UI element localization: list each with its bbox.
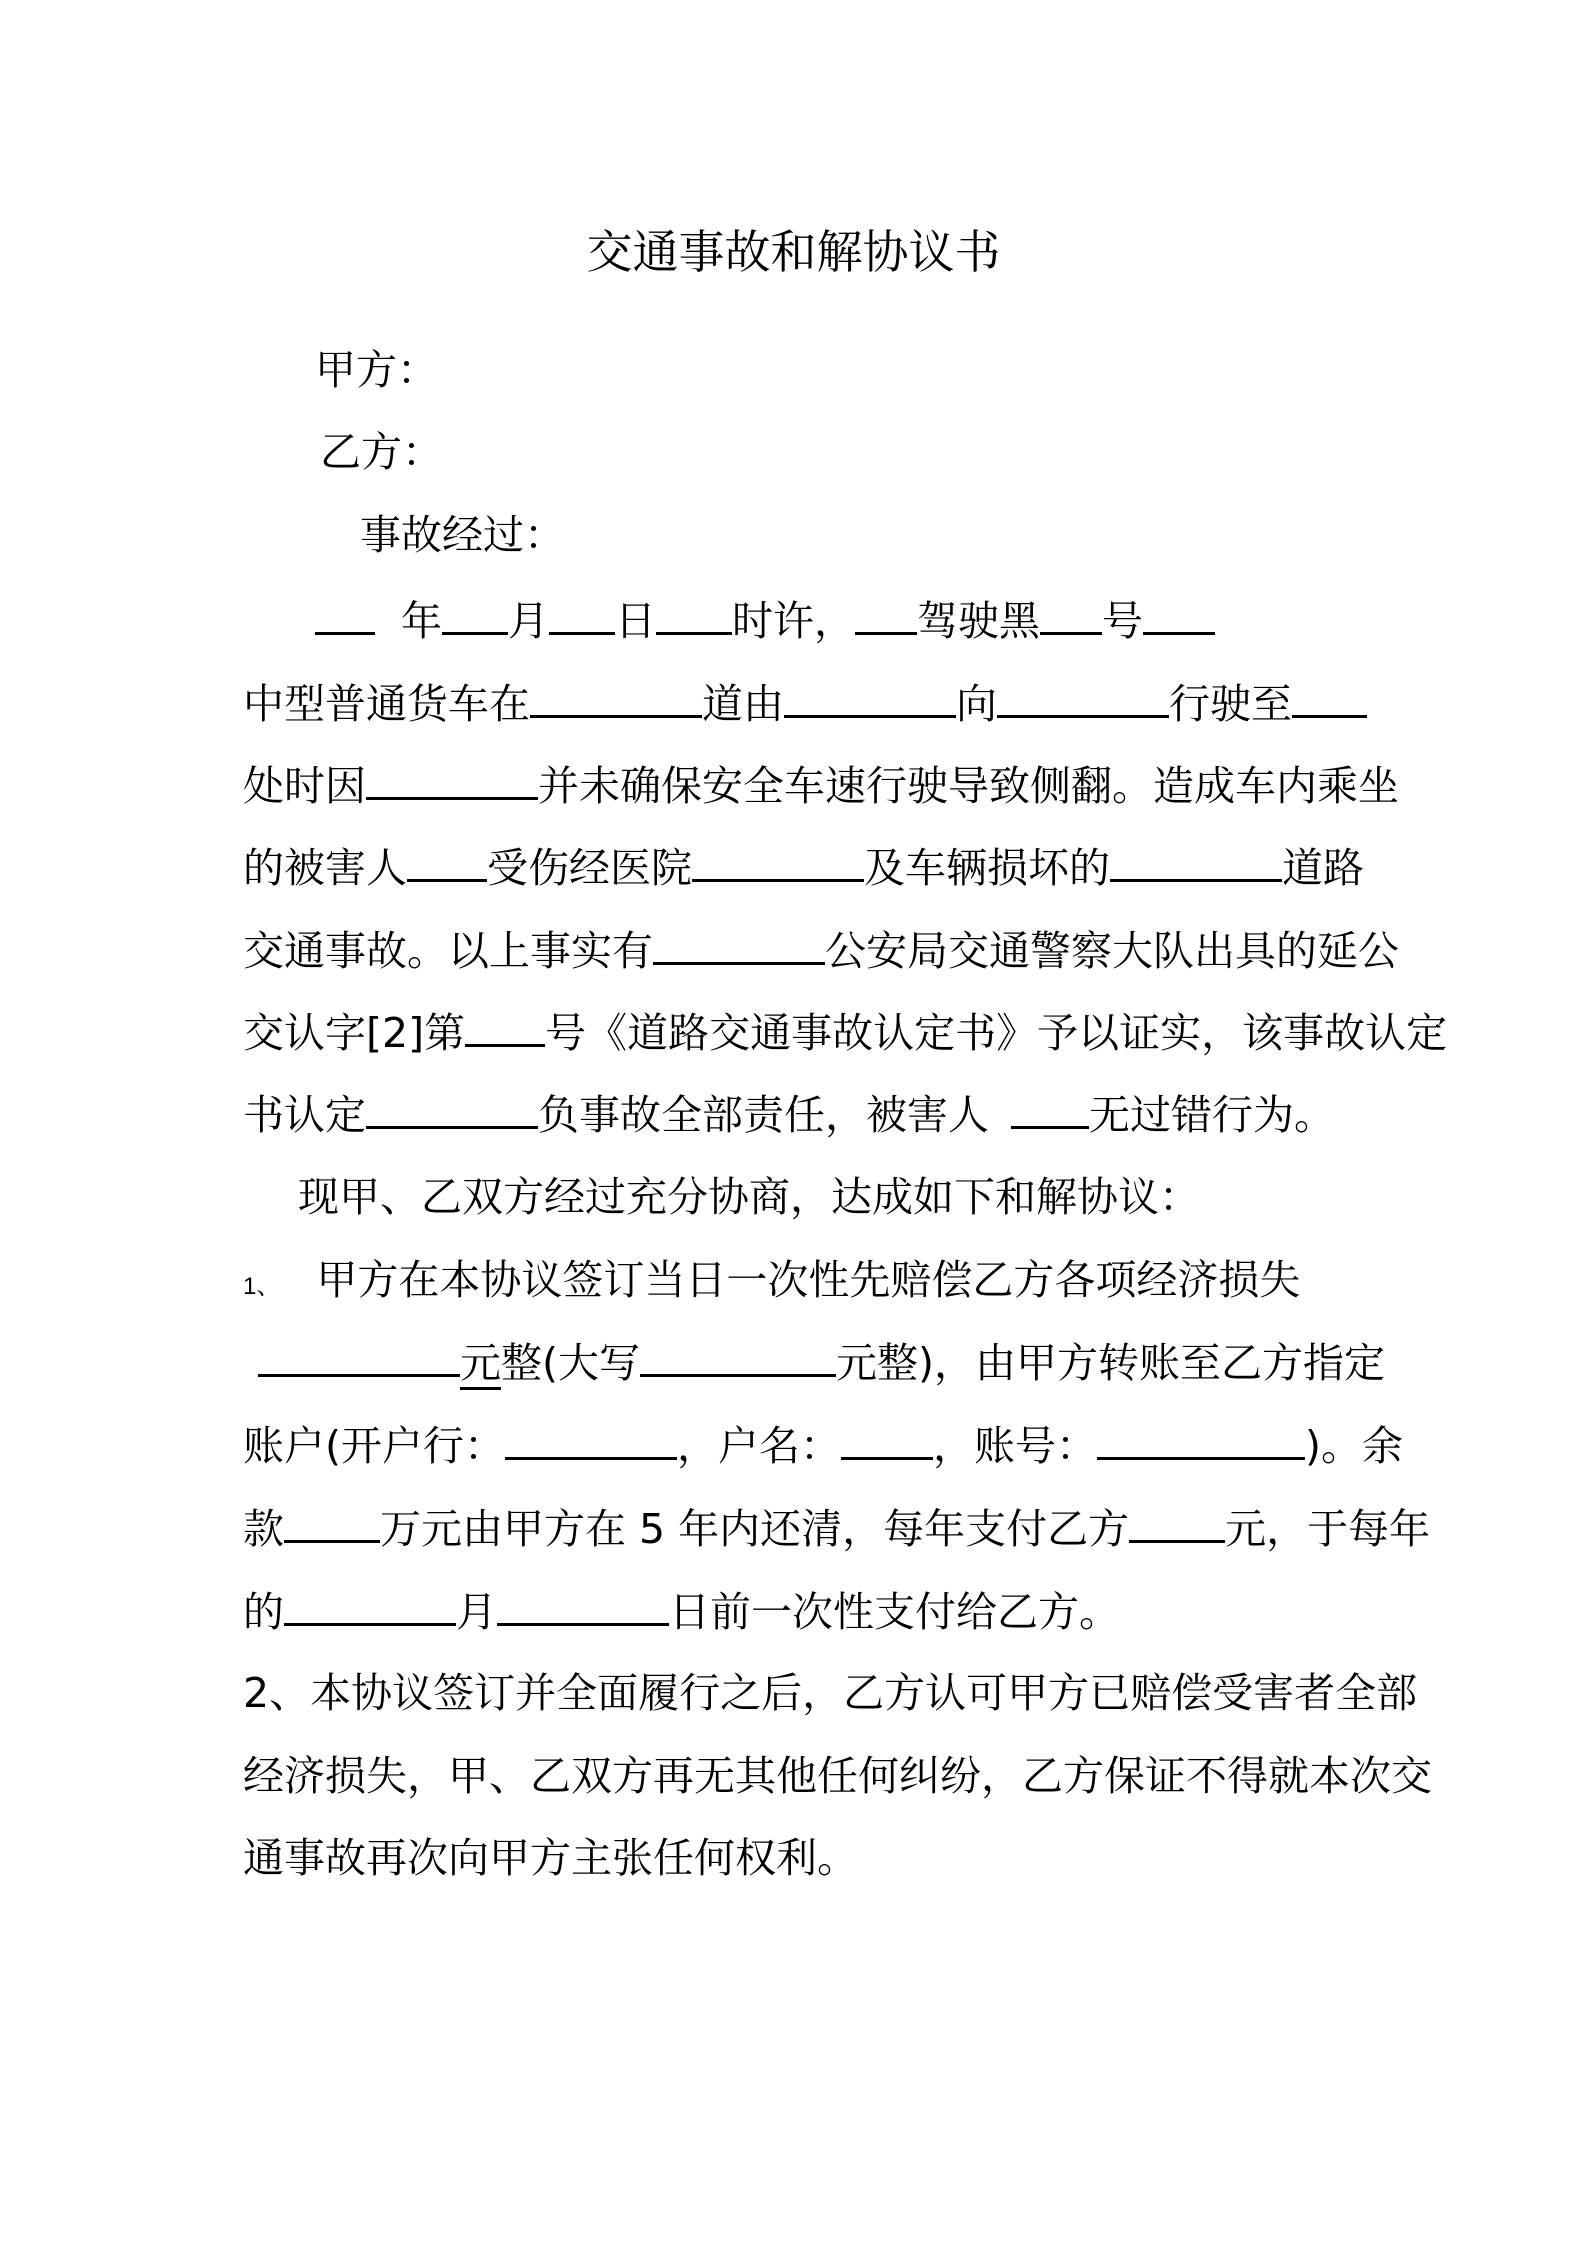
text-remainder: )。余 <box>1305 1422 1403 1470</box>
blank-diagnosis[interactable] <box>692 839 864 882</box>
text-transfer: 元整)，由甲方转账至乙方指定 <box>836 1339 1385 1387</box>
agreement-intro: 现甲、乙双方经过充分协商，达成如下和解协议： <box>298 1173 1200 1221</box>
text-road-from: 道由 <box>702 680 784 728</box>
text-de: 的 <box>243 1588 284 1636</box>
text-determined: 书认定 <box>243 1091 366 1139</box>
blank-police[interactable] <box>653 922 825 965</box>
text-month: 月 <box>508 597 549 645</box>
document-title: 交通事故和解协议书 <box>586 225 1001 279</box>
text-vehicle: 中型普通货车在 <box>243 680 530 728</box>
text-no-fault: 无过错行为。 <box>1089 1091 1335 1139</box>
text-certificate-no: 交认字[2]第 <box>243 1009 466 1057</box>
text-day: 日 <box>615 597 656 645</box>
item1-line-3 <box>243 1417 1403 1474</box>
blank-from[interactable] <box>784 675 956 718</box>
text-injured: 受伤经医院 <box>487 844 692 892</box>
blank-after-number[interactable] <box>1143 592 1215 635</box>
text-drive-to: 行驶至 <box>1169 680 1292 728</box>
text-each-year: 元，于每年 <box>1225 1505 1431 1553</box>
text-hour: 时许， <box>732 597 855 645</box>
blank-victim-2[interactable] <box>1011 1086 1089 1129</box>
text-pay-day: 日前一次性支付给乙方。 <box>669 1588 1120 1636</box>
blank-account-number[interactable] <box>1097 1417 1305 1460</box>
text-account-name: ，户名： <box>677 1422 841 1470</box>
text-kuan: 款 <box>243 1505 284 1553</box>
text-bank: 账户(开户行： <box>243 1422 505 1470</box>
blank-amount-capital[interactable] <box>640 1334 836 1377</box>
text-yuan: 元 <box>460 1339 501 1390</box>
blank-certificate-no[interactable] <box>465 1004 545 1047</box>
blank-driver[interactable] <box>855 592 917 635</box>
blank-damage[interactable] <box>1110 839 1282 882</box>
blank-annual[interactable] <box>1129 1500 1225 1543</box>
blank-day[interactable] <box>549 592 615 635</box>
text-drive: 驾驶黑 <box>917 597 1040 645</box>
text-police-bureau: 公安局交通警察大队出具的延公 <box>825 927 1399 975</box>
blank-location[interactable] <box>1292 675 1367 718</box>
item1-line-1 <box>243 1252 1300 1315</box>
blank-pay-day[interactable] <box>497 1583 669 1626</box>
text-pay-month: 月 <box>456 1588 497 1636</box>
party-b-label: 乙方： <box>320 428 443 476</box>
blank-hour[interactable] <box>656 592 732 635</box>
text-capital: 整(大写 <box>501 1339 640 1387</box>
text-cause: 处时因 <box>243 762 366 810</box>
text-toward: 向 <box>956 680 997 728</box>
text-road: 道路 <box>1282 844 1364 892</box>
blank-to[interactable] <box>997 675 1169 718</box>
item2-line-1: 2、本协议签订并全面履行之后，乙方认可甲方已赔偿受害者全部 <box>243 1669 1418 1717</box>
text-year: 年 <box>401 597 442 645</box>
accident-line-5 <box>243 922 1399 979</box>
text-damage: 及车辆损坏的 <box>864 844 1110 892</box>
blank-road[interactable] <box>530 675 702 718</box>
item2-line-3: 通事故再次向甲方主张任何权利。 <box>243 1834 858 1882</box>
blank-victim[interactable] <box>407 839 487 882</box>
text-number: 号 <box>1102 597 1143 645</box>
blank-bank[interactable] <box>505 1417 677 1460</box>
text-facts: 交通事故。以上事实有 <box>243 927 653 975</box>
blank-pay-month[interactable] <box>284 1583 456 1626</box>
text-rollover: 并未确保安全车速行驶导致侧翻。造成车内乘坐 <box>538 762 1399 810</box>
text-certificate: 号《道路交通事故认定书》予以证实，该事故认定 <box>545 1009 1448 1057</box>
item1-number: 1、 <box>243 1273 281 1300</box>
blank-account-name[interactable] <box>841 1417 933 1460</box>
accident-line-4 <box>243 839 1364 896</box>
item2-line-2: 经济损失，甲、乙双方再无其他任何纠纷，乙方保证不得就本次交 <box>243 1752 1432 1800</box>
blank-liable-party[interactable] <box>366 1086 538 1129</box>
accident-line-7 <box>243 1086 1335 1143</box>
party-a-label: 甲方： <box>315 346 438 394</box>
item1-text-1: 甲方在本协议签订当日一次性先赔偿乙方各项经济损失 <box>316 1256 1301 1304</box>
blank-amount[interactable] <box>258 1334 460 1377</box>
accident-heading: 事故经过： <box>360 511 565 559</box>
item1-line-5 <box>243 1583 1120 1640</box>
accident-line-1 <box>315 592 1215 649</box>
accident-line-6 <box>243 1004 1447 1061</box>
item1-line-4 <box>243 1500 1430 1557</box>
text-full-liability: 负事故全部责任，被害人 <box>538 1091 989 1139</box>
accident-line-2 <box>243 675 1367 732</box>
blank-year[interactable] <box>315 592 375 635</box>
blank-month[interactable] <box>442 592 508 635</box>
text-installments: 万元由甲方在 5 年内还清，每年支付乙方 <box>380 1505 1130 1553</box>
blank-remaining[interactable] <box>284 1500 380 1543</box>
blank-cause[interactable] <box>366 757 538 800</box>
text-victim: 的被害人 <box>243 844 407 892</box>
text-account-number: ，账号： <box>933 1422 1097 1470</box>
blank-plate[interactable] <box>1040 592 1102 635</box>
accident-line-3 <box>243 757 1399 814</box>
item1-line-2 <box>258 1334 1385 1391</box>
